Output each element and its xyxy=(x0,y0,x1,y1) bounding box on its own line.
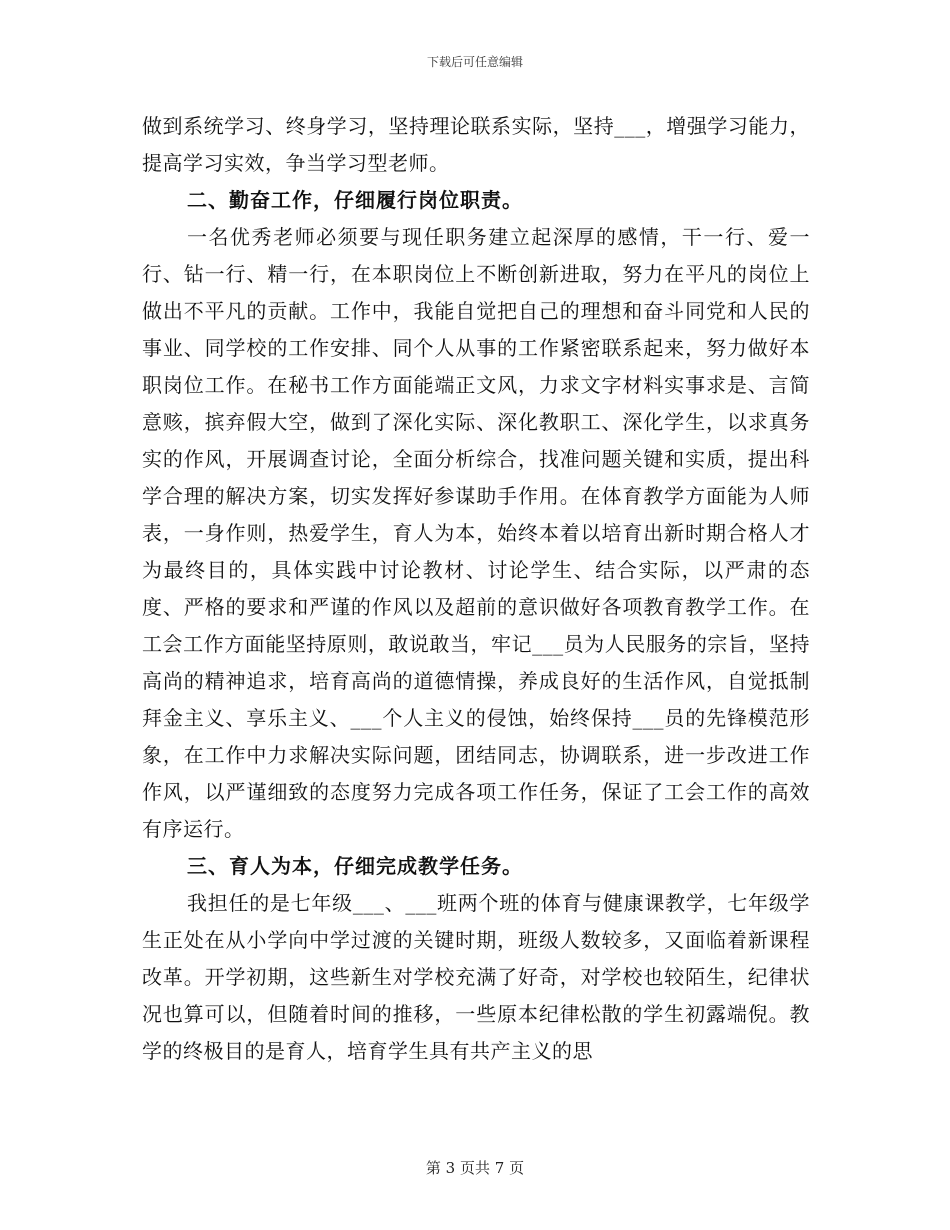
paragraph-work-duties: 一名优秀老师必须要与现任职务建立起深厚的感情，干一行、爱一行、钻一行、精一行，在本职岗位上不断创新进取，努力在平凡的岗位上做出不平凡的贡献。工作中，我能自觉把自己的理想和奋斗同党和人民的事业、同学校的工作安排、同个人从事的工作紧密联系起来，努力做好本职岗位工作。在秘书工作方面能端正文风，力求文字材料实事求是、言简意赅，摈弃假大空，做到了深化实际、深化教职工、深化学生，以求真务实的作风，开展调查讨论，全面分析综合，找准问题关键和实质，提出科学合理的解决方案，切实发挥好参谋助手作用。在体育教学方面能为人师表，一身作则，热爱学生，育人为本，始终本着以培育出新时期合格人才为最终目的，具体实践中讨论教材、讨论学生、结合实际，以严肃的态度、严格的要求和严谨的作风以及超前的意识做好各项教育教学工作。在工会工作方面能坚持原则，敢说敢当，牢记___员为人民服务的宗旨，坚持高尚的精神追求，培育高尚的道德情操，养成良好的生活作风，自觉抵制拜金主义、享乐主义、___个人主义的侵蚀，始终保持___员的先锋模范形象，在工作中力求解决实际问题，团结同志，协调联系，进一步改进工作作风，以严谨细致的态度努力完成各项工作任务，保证了工会工作的高效有序运行。 xyxy=(142,225,810,841)
page-header: 下载后可任意编辑 xyxy=(426,55,523,69)
section-heading-2: 二、勤奋工作，仔细履行岗位职责。 xyxy=(187,188,523,212)
document-body xyxy=(142,108,810,1070)
paragraph-teaching: 我担任的是七年级___、___班两个班的体育与健康课教学，七年级学生正处在从小学向中学过渡的关键时期，班级人数较多，又面临着新课程改革。开学初期，这些新生对学校充满了好奇，对学校也较陌生，纪律状况也算可以，但随着时间的推移，一些原本纪律松散的学生初露端倪。教学的终极目的是育人，培育学生具有共产主义的思 xyxy=(142,891,810,1063)
paragraph-continued: 做到系统学习、终身学习，坚持理论联系实际，坚持___，增强学习能力，提高学习实效，争当学习型老师。 xyxy=(142,114,810,175)
page-footer: 第 3 页共 7 页 xyxy=(425,1159,525,1177)
section-heading-3: 三、育人为本，仔细完成教学任务。 xyxy=(187,854,523,878)
